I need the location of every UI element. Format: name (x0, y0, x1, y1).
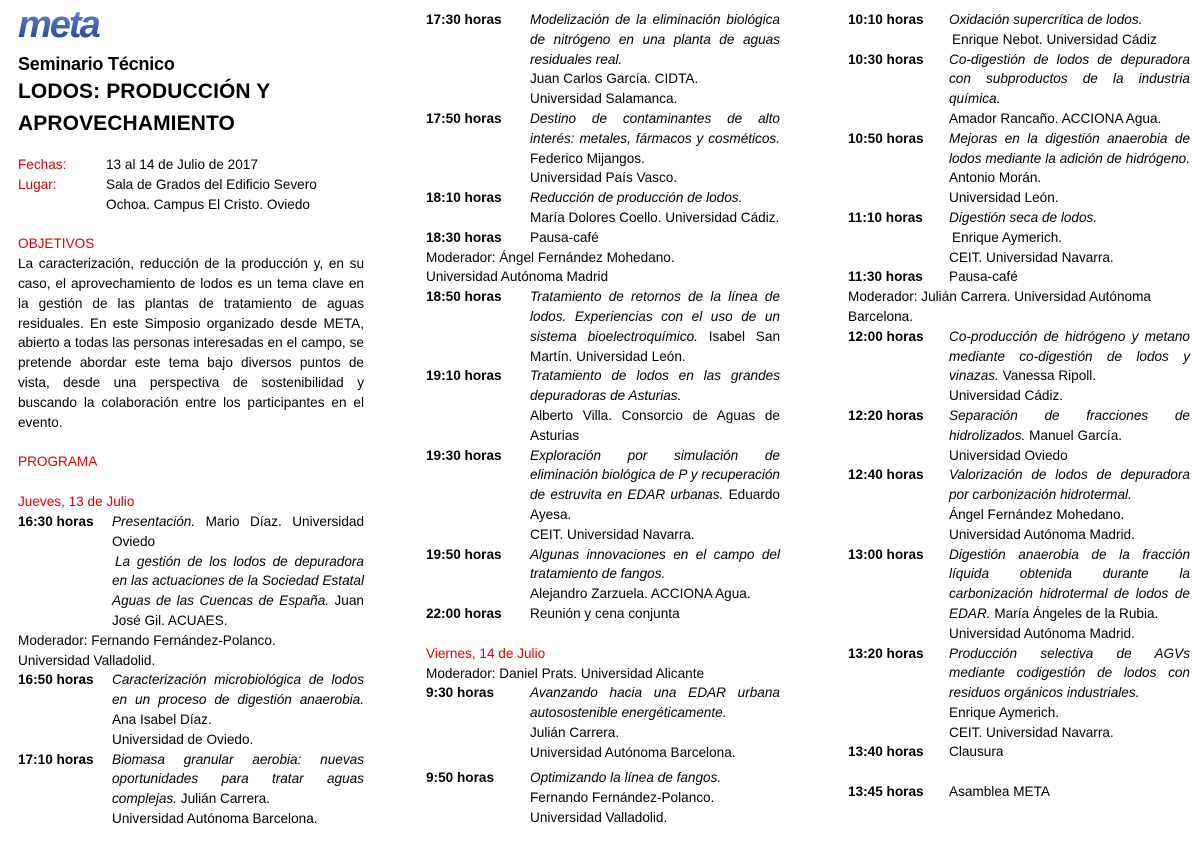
session-affiliation: Universidad Autónoma Madrid. (949, 526, 1135, 542)
session-affiliation: Universidad Autónoma Barcelona. (530, 744, 736, 760)
session-time: 17:30 horas (426, 12, 502, 27)
moderator-line: Universidad Autónoma Madrid (426, 269, 609, 285)
session-speaker: Amador Rancaño. ACCIONA Agua. (949, 110, 1162, 126)
column-1 (18, 0, 364, 829)
session-title: Mejoras en la digestión anaerobia de lodos mediante la adición de hidrógeno. (949, 130, 1190, 166)
lugar-line-1: Sala de Grados del Edificio Severo (106, 176, 317, 192)
session-affiliation: Universidad de Oviedo. (112, 731, 254, 747)
lugar-label: Lugar: (18, 176, 57, 192)
session-time: 16:30 horas (18, 513, 94, 529)
session-speaker: Alejandro Zarzuela. ACCIONA Agua. (530, 586, 751, 602)
session-affiliation: CEIT. Universidad Navarra. (949, 249, 1114, 265)
title-line-2: APROVECHAMIENTO (18, 112, 235, 135)
session-time: 16:50 horas (18, 672, 94, 688)
session-title-2: La gestión de los lodos de depuradora en las actuaciones de la Sociedad Estatal Aguas de las Cuencas de España. (112, 553, 364, 609)
session-title: Presentación. (112, 513, 196, 529)
moderator-line: Moderador: Ángel Fernández Mohedano. (426, 249, 675, 265)
session-1650 (18, 670, 364, 749)
session-1730 (426, 10, 780, 109)
title-line-1: LODOS: PRODUCCIÓN Y (18, 80, 271, 103)
session-title: Oxidación supercrítica de lodos. (949, 12, 1143, 27)
moderator-line: Universidad Valladolid. (18, 652, 156, 668)
session-speaker: Manuel García. (1029, 427, 1123, 443)
session-time: 19:10 horas (426, 368, 502, 384)
session-affiliation: Universidad Valladolid. (530, 810, 668, 826)
session-affiliation: CEIT. Universidad Navarra. (530, 526, 695, 542)
session-0930 (426, 683, 780, 762)
fechas-value: 13 al 14 de Julio de 2017 (106, 157, 258, 172)
session-time: 18:10 horas (426, 190, 502, 206)
session-title: Caracterización microbiológica de lodos en un proceso de digestión anaerobia. (112, 672, 364, 708)
session-time: 19:30 horas (426, 447, 502, 463)
session-time: 13:40 horas (848, 744, 924, 760)
meta-logo-icon (18, 9, 130, 41)
session-title: Modelización de la eliminación biológica de nitrógeno en una planta de aguas residuales real. (530, 12, 780, 67)
session-time: 17:50 horas (426, 110, 502, 126)
logo-text: meta (18, 9, 99, 41)
session-time: 19:50 horas (426, 546, 502, 562)
session-1830 (426, 228, 780, 248)
column-2 (426, 10, 780, 828)
session-time: 12:20 horas (848, 407, 924, 423)
session-1850 (426, 287, 780, 366)
session-title: Optimizando la línea de fangos. (530, 770, 722, 786)
session-speaker: Antonio Morán. (949, 170, 1042, 186)
session-1110 (848, 208, 1190, 267)
session-title: Digestión anaerobia de la fracción líquida obtenida durante la carbonización hidrotermal de lodos de EDAR. (949, 546, 1190, 621)
session-title: Clausura (949, 744, 1004, 760)
session-speaker: Julián Carrera. (530, 724, 620, 740)
session-title: Reunión y cena conjunta (530, 605, 680, 621)
session-speaker: Fernando Fernández-Polanco. (530, 790, 715, 806)
session-time: 13:20 horas (848, 645, 924, 661)
session-title: Digestión seca de lodos. (949, 209, 1098, 225)
session-1750 (426, 109, 780, 188)
meta-logo (18, 9, 364, 53)
seminar-label: Seminario Técnico (18, 54, 175, 74)
session-title: Avanzando hacia una EDAR urbana autosostenible energéticamente. (530, 685, 780, 721)
session-1910 (426, 366, 780, 445)
session-time: 11:30 horas (848, 269, 923, 285)
session-time: 12:40 horas (848, 467, 924, 483)
session-1320 (848, 644, 1190, 743)
session-speaker: Julián Carrera. (180, 791, 270, 807)
session-title: Reducción de producción de lodos. (530, 190, 743, 206)
session-1050 (848, 129, 1190, 208)
session-title: Separación de fracciones de hidrolizados. (949, 407, 1190, 443)
session-speaker-2: Juan José Gil. ACUAES. (112, 593, 364, 628)
session-1810 (426, 188, 780, 228)
page-title (18, 76, 364, 140)
session-1220 (848, 406, 1190, 465)
session-time: 10:30 horas (848, 51, 924, 67)
session-speaker: Ana Isabel Díaz. (112, 711, 212, 727)
session-speaker: Mario Díaz. Universidad Oviedo (112, 513, 364, 549)
session-1710 (18, 750, 364, 829)
session-title: Valorización de lodos de depuradora por carbonización hidrotermal. (949, 467, 1190, 503)
session-speaker: Enrique Nebot. Universidad Cádiz (952, 31, 1157, 47)
session-title: Pausa-café (530, 229, 599, 245)
session-speaker: María Ángeles de la Rubia. (994, 605, 1159, 621)
session-affiliation: Universidad Autónoma Barcelona. (112, 810, 318, 826)
session-speaker: Alberto Villa. Consorcio de Aguas de Asturias (530, 407, 780, 443)
session-speaker: María Dolores Coello. Universidad Cádiz. (530, 209, 780, 225)
objetivos-heading: OBJETIVOS (18, 236, 95, 252)
session-title: Tratamiento de lodos en las grandes depuradoras de Asturias. (530, 368, 780, 404)
session-time: 9:30 horas (426, 685, 495, 701)
session-speaker: Enrique Aymerich. (952, 229, 1063, 245)
session-affiliation: Universidad León. (949, 190, 1059, 206)
session-affiliation: Universidad País Vasco. (530, 170, 678, 186)
session-1930 (426, 446, 780, 545)
session-title: Algunas innovaciones en el campo del tratamiento de fangos. (530, 546, 780, 582)
session-title: Destino de contaminantes de alto interés: metales, fármacos y cosméticos. (530, 110, 780, 146)
session-2200 (426, 604, 780, 624)
session-time: 13:45 horas (848, 784, 924, 800)
moderator-line: Moderador: Fernando Fernández-Polanco. (18, 632, 276, 648)
moderator-1 (18, 631, 364, 671)
session-speaker: Federico Mijangos. (530, 150, 645, 166)
session-1630 (18, 512, 364, 631)
session-time: 22:00 horas (426, 605, 502, 621)
session-title: Producción selectiva de AGVs mediante codigestión de lodos con residuos orgánicos industriales. (949, 645, 1190, 701)
session-1010 (848, 10, 1190, 50)
session-1030 (848, 50, 1190, 129)
day-heading-friday: Viernes, 14 de Julio (426, 645, 546, 661)
session-time: 10:50 horas (848, 130, 924, 146)
session-title: Co-digestión de lodos de depuradora con subproductos de la industria química. (949, 51, 1190, 107)
session-time: 9:50 horas (426, 770, 495, 786)
session-1950 (426, 545, 780, 604)
session-affiliation: CEIT. Universidad Navarra. (949, 724, 1114, 740)
session-speaker: Juan Carlos García. CIDTA. (530, 71, 699, 87)
moderator-4: Moderador: Julián Carrera. Universidad Autónoma Barcelona. (848, 289, 1151, 324)
moderator-2 (426, 248, 780, 288)
session-affiliation: Universidad Salamanca. (530, 91, 678, 107)
session-time: 12:00 horas (848, 328, 924, 344)
fechas-label: Fechas: (18, 157, 67, 172)
session-title: Asamblea META (949, 784, 1050, 800)
session-title: Pausa-café (949, 269, 1018, 285)
session-speaker: Enrique Aymerich. (949, 704, 1060, 720)
session-time: 18:50 horas (426, 289, 502, 305)
session-affiliation: Universidad Oviedo (949, 447, 1068, 463)
session-speaker: Eduardo Ayesa. (530, 487, 780, 522)
session-1345 (848, 782, 1190, 802)
session-affiliation: Universidad Cádiz. (949, 388, 1064, 404)
lugar-line-2: Ochoa. Campus El Cristo. Oviedo (106, 196, 310, 212)
session-1300 (848, 545, 1190, 644)
session-1340 (848, 742, 1190, 762)
objetivos-text: La caracterización, reducción de la producción y, en su caso, el aprovechamiento de lodos es un tema clave en la gestión de las plantas de tratamiento de aguas residuales. En este Simposio organizado desde META, abierto a todas las personas interesadas en el campo, se pretende abordar este tema bajo diversos puntos de vista, desde una perspectiva de sostenibilidad y buscando la colaboración entre los participantes en el evento. (18, 256, 364, 430)
session-time: 13:00 horas (848, 546, 924, 562)
session-1200 (848, 327, 1190, 406)
session-time: 17:10 horas (18, 751, 94, 767)
session-speaker: Ángel Fernández Mohedano. (949, 506, 1125, 522)
session-time: 10:10 horas (848, 12, 924, 27)
session-title: Exploración por simulación de eliminación biológica de P y recuperación de estruvita en EDAR urbanas. (530, 447, 780, 503)
day-heading-thursday: Jueves, 13 de Julio (18, 494, 135, 510)
lugar-value (106, 175, 364, 215)
session-title: Co-producción de hidrógeno y metano mediante co-digestión de lodos y vinazas. (949, 328, 1190, 384)
column-3 (848, 10, 1190, 802)
programa-heading: PROGRAMA (18, 454, 98, 470)
session-1130 (848, 267, 1190, 287)
event-info (18, 155, 364, 214)
session-time: 18:30 horas (426, 229, 502, 245)
session-0950 (426, 768, 780, 827)
moderator-3: Moderador: Daniel Prats. Universidad Alicante (426, 665, 705, 681)
session-speaker: Vanessa Ripoll. (1002, 368, 1097, 384)
session-1240 (848, 465, 1190, 544)
session-affiliation: Universidad Autónoma Madrid. (949, 625, 1135, 641)
session-speaker: Isabel San Martín. Universidad León. (530, 328, 780, 364)
session-time: 11:10 horas (848, 209, 923, 225)
session-title: Tratamiento de retornos de la línea de lodos. Experiencias con el uso de un sistema bioelectroquímico. (530, 289, 780, 344)
session-title: Biomasa granular aerobia: nuevas oportunidades para tratar aguas complejas. (112, 751, 364, 807)
